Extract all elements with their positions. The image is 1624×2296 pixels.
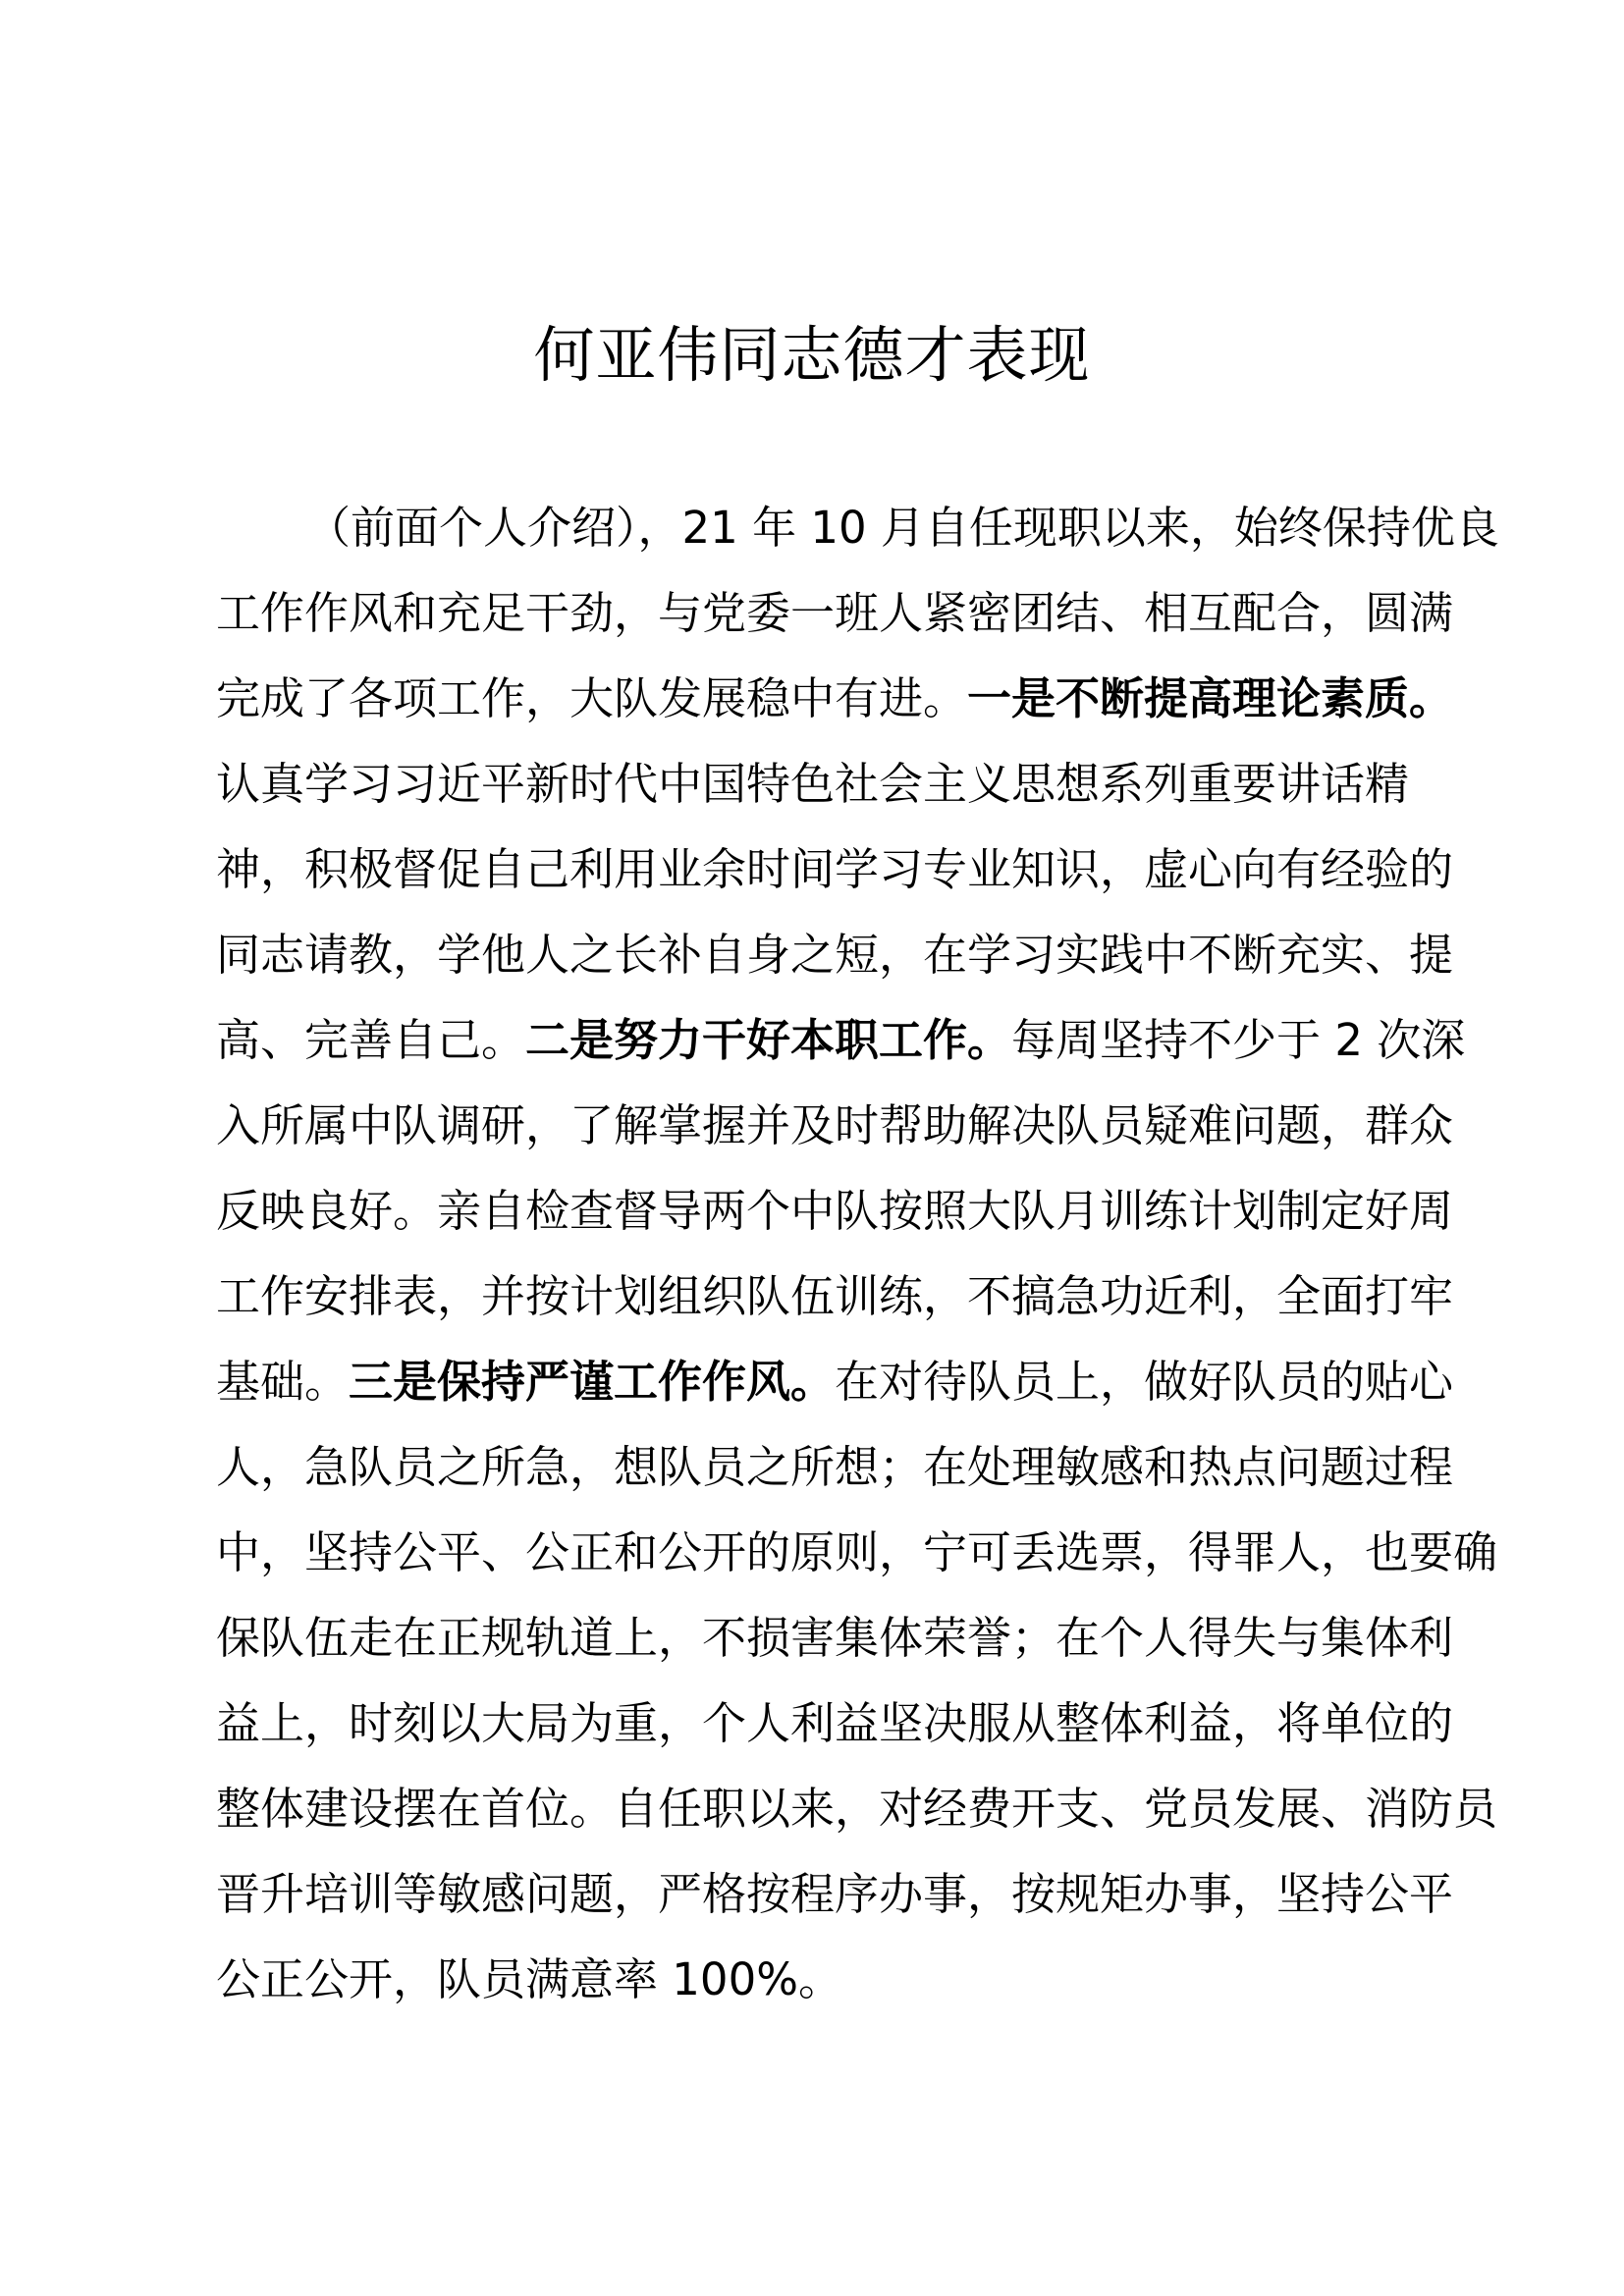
paragraph-line	[216, 1937, 1434, 2022]
paragraph-line	[216, 741, 1434, 827]
body-text: 完成了各项工作，大队发展稳中有进。	[216, 672, 968, 724]
document-title: 何亚伟同志德才表现	[533, 319, 1091, 391]
paragraph-line	[216, 1766, 1498, 1851]
document-body	[216, 485, 1499, 2022]
bold-heading-text: 一是不断提高理论素质。	[967, 672, 1454, 724]
body-text: 每周坚持不少于 2 次深	[1011, 1014, 1466, 1066]
body-text: 晋升培训等敏感问题，严格按程序办事，按规矩办事，坚持公平	[216, 1868, 1454, 1920]
body-text: 基础。	[216, 1356, 350, 1408]
paragraph-line	[216, 1681, 1454, 1766]
paragraph-line	[216, 1510, 1498, 1595]
body-text: 认真学习习近平新时代中国特色社会主义思想系列重要讲话精	[216, 758, 1410, 810]
body-text: 同志请教，学他人之长补自身之短，在学习实践中不断充实、提	[216, 929, 1454, 981]
body-text: 入所属中队调研，了解掌握并及时帮助解决队员疑难问题，群众	[216, 1099, 1454, 1151]
paragraph-line	[216, 1254, 1454, 1339]
body-text: 保队伍走在正规轨道上，不损害集体荣誉；在个人得失与集体利	[216, 1612, 1454, 1664]
bold-heading-text: 二是努力干好本职工作。	[525, 1014, 1012, 1066]
paragraph-line	[216, 997, 1466, 1083]
body-text: 反映良好。亲自检查督导两个中队按照大队月训练计划制定好周	[216, 1185, 1454, 1237]
body-text: （前面个人介绍），21 年 10 月自任现职以来，始终保持优良	[306, 502, 1499, 554]
paragraph-line	[216, 485, 1499, 570]
paragraph-line	[216, 1083, 1454, 1168]
paragraph-line	[216, 1595, 1454, 1681]
paragraph-line	[216, 1424, 1454, 1510]
paragraph-line	[216, 827, 1454, 912]
body-text: 人，急队员之所急，想队员之所想；在处理敏感和热点问题过程	[216, 1441, 1454, 1493]
bold-heading-text: 三是保持严谨工作作风。	[349, 1356, 836, 1408]
body-text: 整体建设摆在首位。自任职以来，对经费开支、党员发展、消防员	[216, 1783, 1498, 1835]
body-text: 工作作风和充足干劲，与党委一班人紧密团结、相互配合，圆满	[216, 587, 1454, 639]
body-text: 工作安排表，并按计划组织队伍训练，不搞急功近利，全面打牢	[216, 1270, 1454, 1322]
paragraph-line	[216, 1168, 1454, 1254]
paragraph-line	[216, 570, 1454, 656]
paragraph-line	[216, 912, 1454, 997]
body-text: 中，坚持公平、公正和公开的原则，宁可丢选票，得罪人，也要确	[216, 1526, 1498, 1578]
paragraph-line	[216, 1339, 1454, 1424]
paragraph-line	[216, 656, 1454, 741]
body-text: 公正公开，队员满意率 100%。	[216, 1953, 842, 2005]
body-text: 在对待队员上，做好队员的贴心	[835, 1356, 1454, 1408]
paragraph-line	[216, 1851, 1454, 1937]
body-text: 益上，时刻以大局为重，个人利益坚决服从整体利益，将单位的	[216, 1697, 1454, 1749]
body-text: 高、完善自己。	[216, 1014, 526, 1066]
body-text: 神，积极督促自己利用业余时间学习专业知识，虚心向有经验的	[216, 843, 1454, 895]
